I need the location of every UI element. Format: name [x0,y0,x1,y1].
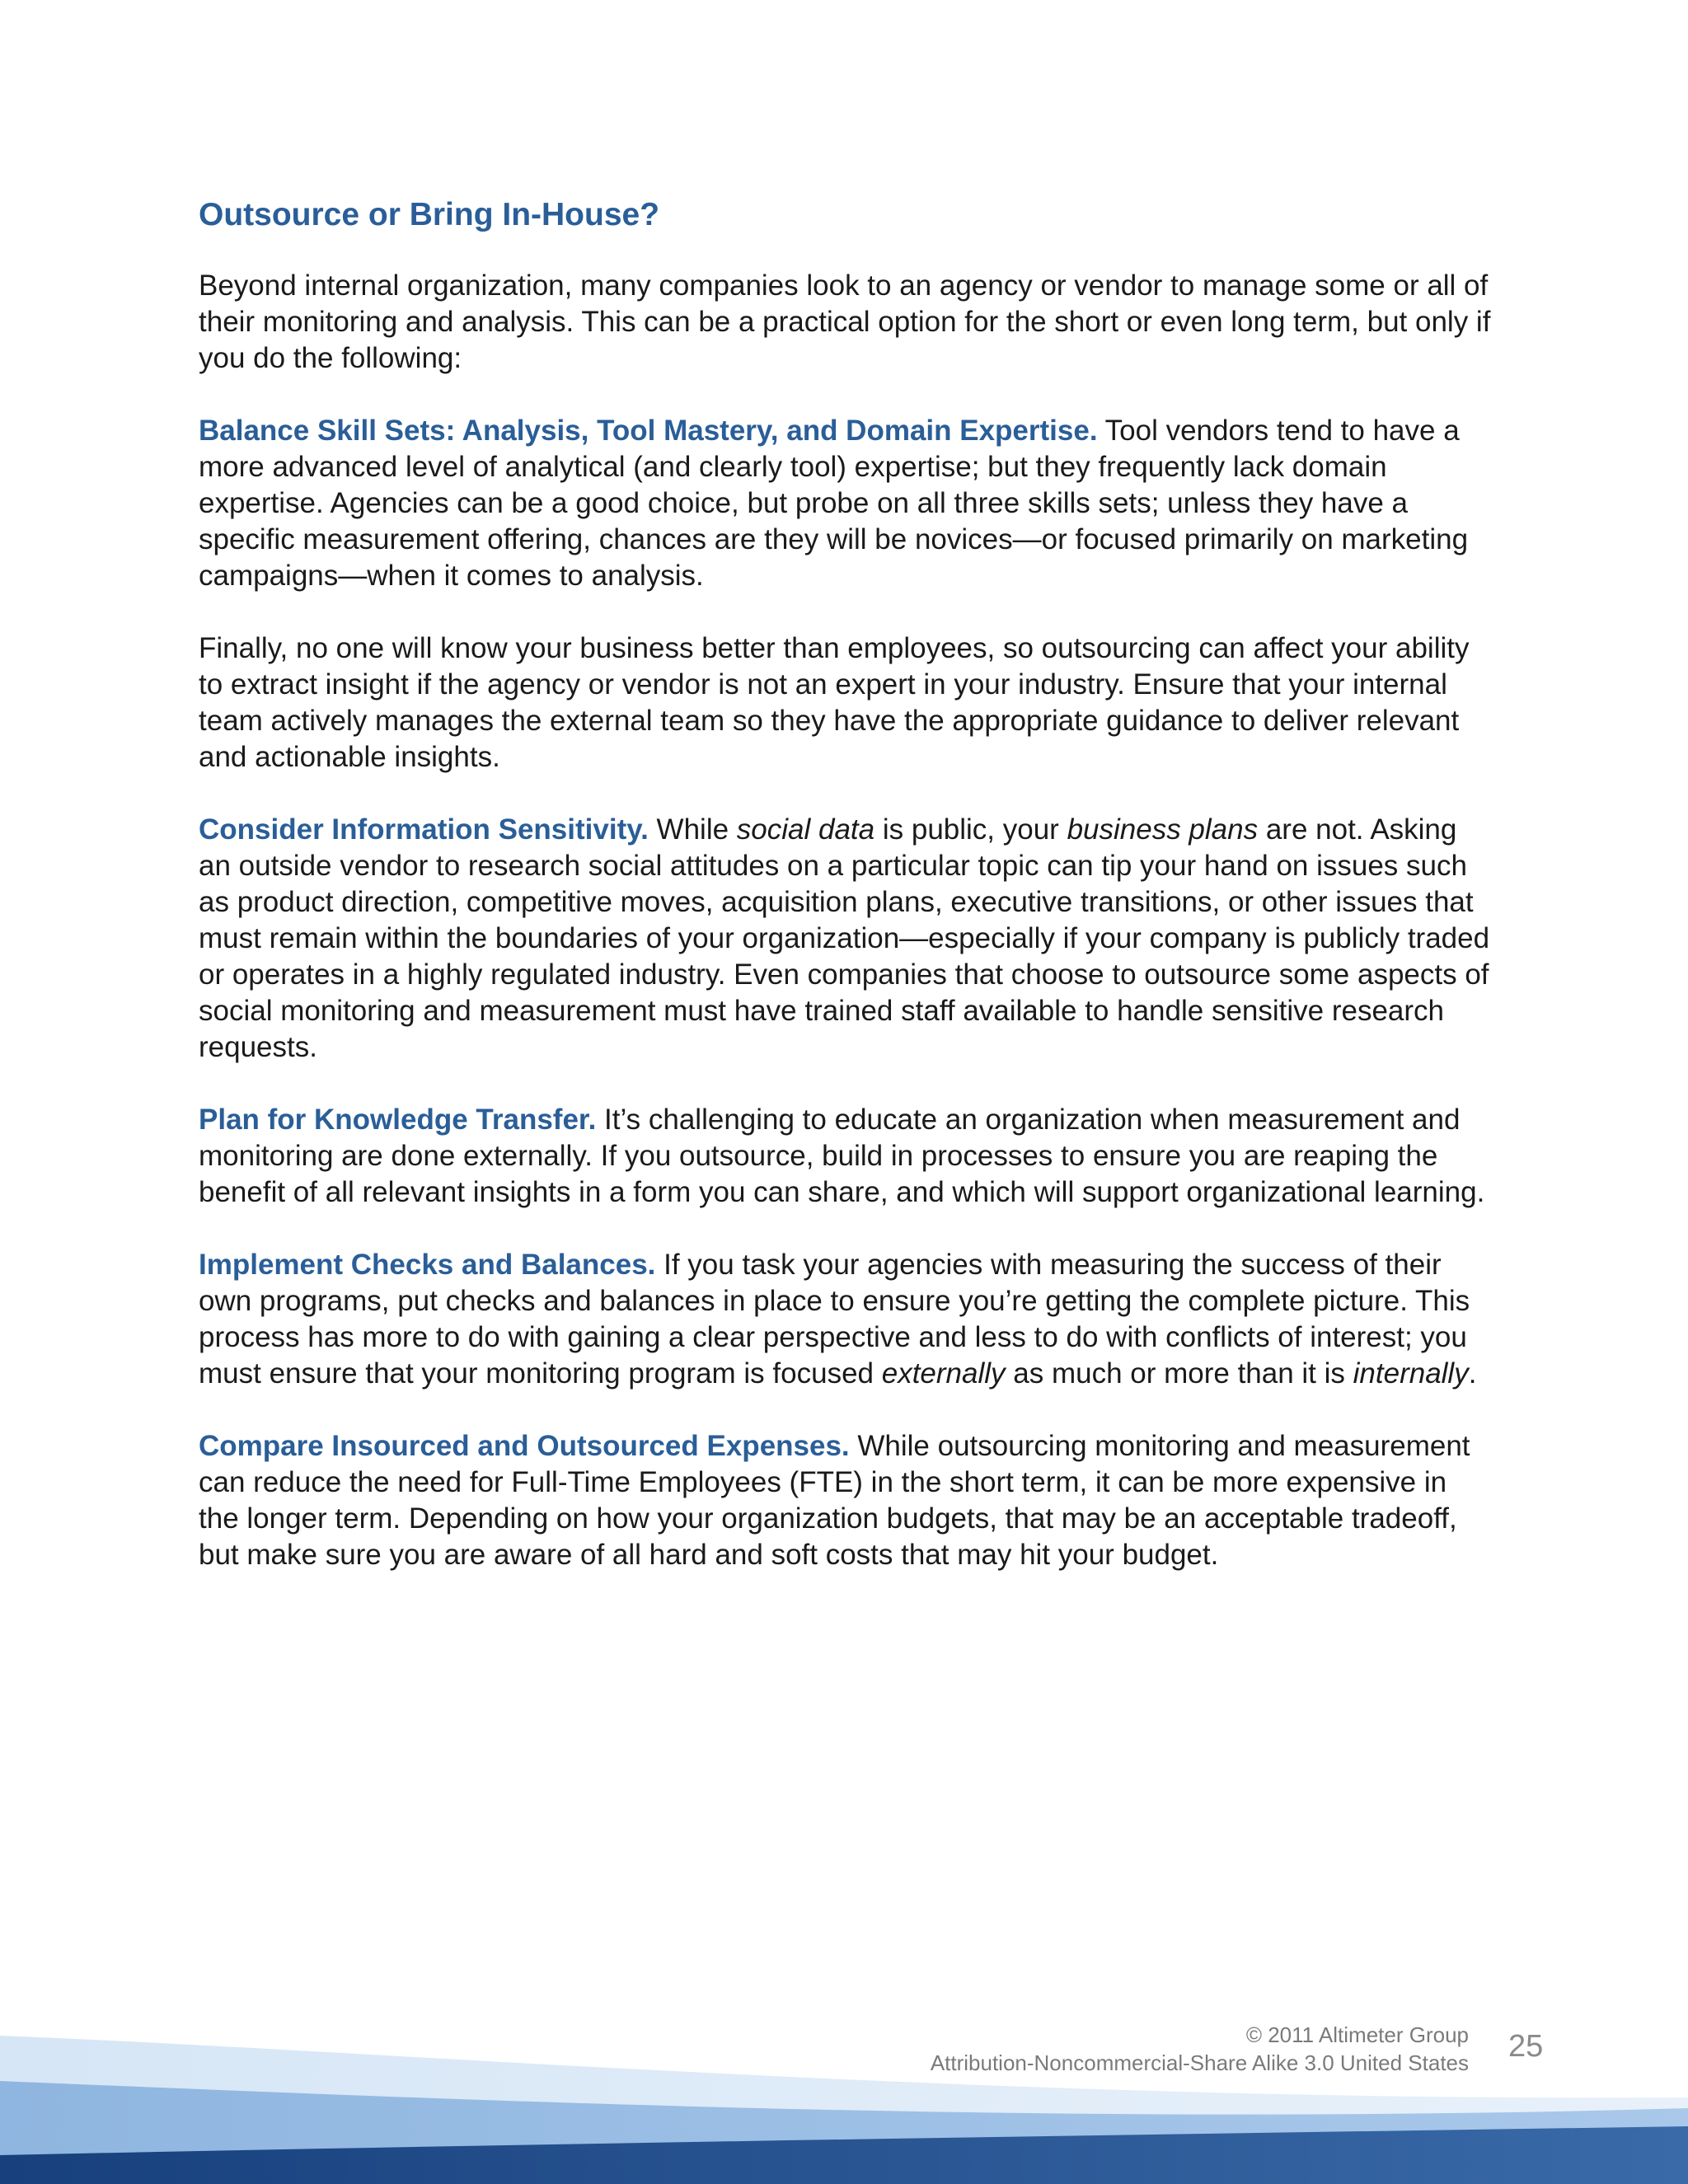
knowledge-heading: Plan for Knowledge Transfer. [199,1103,597,1136]
checks-emphasis-2: internally [1353,1357,1469,1390]
skills-paragraph [199,413,1493,594]
expenses-heading: Compare Insourced and Outsourced Expenses. [199,1429,850,1462]
sensitivity-heading: Consider Information Sensitivity. [199,813,649,846]
sensitivity-text-1: While [648,813,737,846]
footer-license: Attribution-Noncommercial-Share Alike 3.0 United States [930,2050,1469,2075]
expenses-paragraph [199,1428,1493,1573]
sensitivity-emphasis-1: social data [736,813,875,846]
sensitivity-emphasis-2: business plans [1067,813,1259,846]
page-title: Outsource or Bring In-House? [199,197,660,232]
finally-paragraph: Finally, no one will know your business better than employees, so outsourcing can affect your ability to extract insight if the agency or vendor is not an expert in your industry. Ensure that your internal team actively manages the external team so they have the appropriate guidance to deliver relevant and actionable insights. [199,631,1470,773]
checks-heading: Implement Checks and Balances. [199,1248,656,1281]
checks-text-2: as much or more than it is [1005,1357,1353,1390]
knowledge-body: It’s challenging to educate an organization when measurement and monitoring are done externally. If you outsource, build in processes to ensure you are reaping the benefit of all relevant insights in a form you can share, and which will support organizational learning. [199,1103,1485,1208]
sensitivity-text-2: is public, your [874,813,1067,846]
sensitivity-text-3: are not. Asking an outside vendor to research social attitudes on a particular topic can tip your hand on issues such as product direction, competitive moves, acquisition plans, executive transitions, or other issues that must remain within the boundaries of your organization—especially if your company is publicly traded or operates in a highly regulated industry. Even companies that choose to outsource some aspects of social monitoring and measurement must have trained staff available to handle sensitive research requests. [199,813,1490,1063]
intro-paragraph: Beyond internal organization, many companies look to an agency or vendor to manage some or all of their monitoring and analysis. This can be a practical option for the short or even long term, but only if you do the following: [199,269,1491,374]
checks-paragraph [199,1247,1493,1392]
page-content [199,196,1493,1610]
checks-emphasis-1: externally [881,1357,1006,1390]
checks-text-1: If you task your agencies with measuring the success of their own programs, put checks and balances in place to ensure you’re getting the complete picture. This process has more to do with gaining a clear perspective and less to do with conflicts of interest; you must ensure that your monitoring program is focused [199,1248,1470,1390]
footer-credits [931,2021,1469,2077]
skills-heading: Balance Skill Sets: Analysis, Tool Mastery, and Domain Expertise. [199,414,1098,447]
page-number: 25 [1508,2029,1544,2064]
footer-copyright: © 2011 Altimeter Group [1245,2022,1469,2047]
sensitivity-paragraph [199,812,1493,1066]
checks-text-3: . [1468,1357,1477,1390]
knowledge-paragraph [199,1102,1493,1211]
expenses-body: While outsourcing monitoring and measurement can reduce the need for Full-Time Employees (FTE) in the short term, it can be more expensive in the longer term. Depending on how your organization budgets, that may be an acceptable tradeoff, but make sure you are aware of all hard and soft costs that may hit your budget. [199,1429,1470,1571]
skills-body: Tool vendors tend to have a more advanced level of analytical (and clearly tool) expertise; but they frequently lack domain expertise. Agencies can be a good choice, but probe on all three skills sets; unless they have a specific measurement offering, chances are they will be novices—or focused primarily on marketing campaigns—when it comes to analysis. [199,414,1469,592]
